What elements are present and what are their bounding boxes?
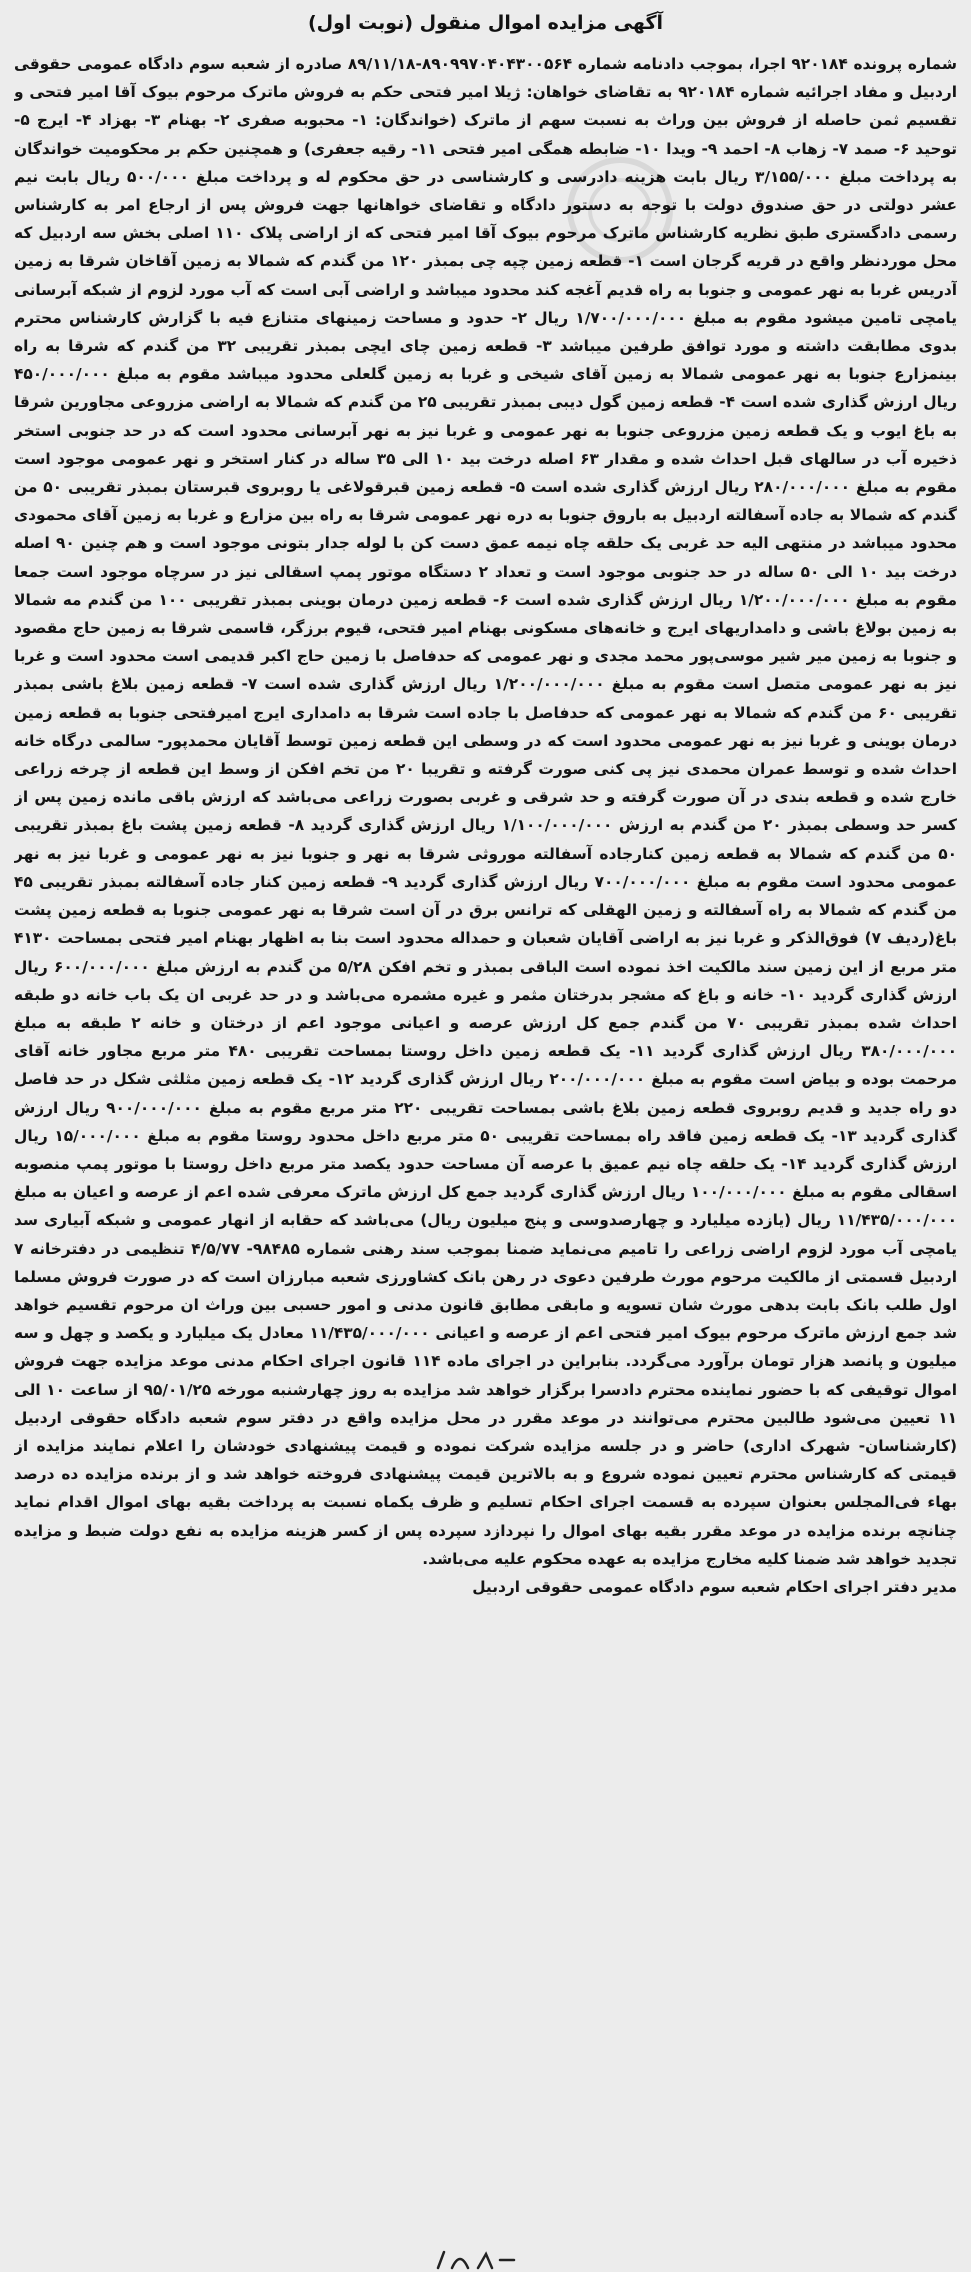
notice-signature: مدیر دفتر اجرای احکام شعبه سوم دادگاه عمومی حقوقی اردبیل xyxy=(472,1577,957,1596)
notice-body-container xyxy=(14,50,957,2250)
notice-body: شماره پرونده ۹۲۰۱۸۴ اجرا، بموجب دادنامه شماره ۸۹۰۹۹۷۰۴۰۴۳۰۰۵۶۴-۸۹/۱۱/۱۸ صادره از شعبه سوم دادگاه عمومی حقوقی اردبیل و مفاد اجرائیه شماره ۹۲۰۱۸۴ به تقاضای خواهان: ژیلا امیر فتحی حکم به فروش ماترک مرحوم بیوک آقا امیر فتحی و تقسیم ثمن حاصله از فروش بین وراث به نسبت سهم از ماترک (خواندگان: ۱- محبوبه صفری ۲- بهنام ۳- بهزاد ۴- ایرج ۵- توحید ۶- صمد ۷- زهاب ۸- احمد ۹- ویدا ۱۰- ضابطه همگی امیر فتحی ۱۱- رقیه جعفری) و همچنین حکم بر محکومیت خواندگان به پرداخت مبلغ ۳/۱۵۵/۰۰۰ ریال بابت هزینه دادرسی و کارشناسی در حق محکوم له و پرداخت مبلغ ۵۰۰/۰۰۰ ریال بابت نیم عشر دولتی در حق صندوق دولت با توجه به دستور دادگاه و تقاضای خواهانها جهت فروش پس از ارجاع امر به کارشناس رسمی دادگستری طبق نظریه کارشناس ماترک مرحوم بیوک آقا امیر فتحی که از اراضی پلاک ۱۱۰ اصلی بخش سه اردبیل که محل موردنظر واقع در قریه گرجان است ۱- قطعه زمین چپه چی بمبذر ۱۲۰ من گندم که شمالا به زمین آقاخان شرقا به زمین آدریس غربا به نهر عمومی و جنوبا به راه قدیم آغجه کند محدود میباشد و اراضی آبی است که آب مورد لزوم از شبکه آبرسانی یامچی تامین میشود مقوم به مبلغ ۱/۷۰۰/۰۰۰/۰۰۰ ریال ۲- حدود و مساحت زمینهای متنازع فیه با گزارش کارشناس محترم بدوی مطابقت داشته و مورد توافق طرفین میباشد ۳- قطعه زمین چای ایچی بمبذر تقریبی ۳۲ من گندم که شرقا به راه بینمزارع جنوبا به نهر عمومی شمالا به زمین آقای شیخی و غربا به زمین گلعلی محدود میباشد مقوم به مبلغ ۴۵۰/۰۰۰/۰۰۰ ریال ارزش گذاری شده است ۴- قطعه زمین گول دیبی بمبذر تقریبی ۲۵ من گندم که شمالا به اراضی مزروعی مجاورین شرقا به باغ ایوب و یک قطعه زمین مزروعی جنوبا به نهر عمومی و غربا نیز به نهر آبرسانی محدود است که در حد جنوبی استخر ذخیره آب در سالهای قبل احداث شده و مقدار ۶۳ اصله درخت بید ۱۰ الی ۳۵ ساله در کنار استخر و نهر عمومی موجود است مقوم به مبلغ ۲۸۰/۰۰۰/۰۰۰ ریال ارزش گذاری شده است ۵- قطعه زمین قبرقولاغی یا روبروی قبرستان بمبذر تقریبی ۵۰ من گندم که شمالا به جاده آسفالته اردبیل به باروق جنوبا به دره نهر عمومی شرقا به راه بین مزارع و غربا به زمین آقای محمودی محدود میباشد در منتهی الیه حد غربی یک حلقه چاه نیمه عمق دست کن با لوله جدار بتونی موجود است و هم چنین ۹۰ اصله درخت بید ۱۰ الی ۵۰ ساله در حد جنوبی موجود است و تعداد ۲ دستگاه موتور پمپ اسقالی نیز در سرچاه موجود است جمعا مقوم به مبلغ ۱/۲۰۰/۰۰۰/۰۰۰ ریال ارزش گذاری شده است ۶- قطعه زمین درمان بوینی بمبذر تقریبی ۱۰۰ من گندم مه شمالا به زمین بولاغ باشی و دامداریهای ایرج و خانه‌های مسکونی بهنام امیر فتحی، قیوم برزگر، قاسمی شرقا به زمین حاج مقصود و جنوبا به زمین میر شیر موسی‌پور محمد مجدی و نهر عمومی که حدفاصل با زمین حاج اکبر قدیمی است محدود است و غربا نیز به نهر عمومی متصل است مقوم به مبلغ ۱/۲۰۰/۰۰۰/۰۰۰ ریال ارزش گذاری شده است ۷- قطعه زمین بلاغ باشی بمبذر تقریبی ۶۰ من گندم که شمالا به نهر عمومی که حدفاصل با جاده است شرقا به دامداری ایرج امیرفتحی جنوبا به قطعه زمین درمان بوینی و غربا نیز به نهر عمومی محدود است که در وسطی این قطعه زمین توسط آقایان محمدپور- سالمی درگاه خانه احداث شده و توسط عمران محمدی نیز پی کنی صورت گرفته و تقریبا ۲۰ من تخم افکن از وسط این قطعه از چرخه زراعی خارج شده و قطعه بندی در آن صورت گرفته و حد شرقی و غربی بصورت زراعی می‌باشد که ارزش باقی مانده زمین پس از کسر حد وسطی بمبذر ۲۰ من گندم به ارزش ۱/۱۰۰/۰۰۰/۰۰۰ ریال ارزش گذاری گردید ۸- قطعه زمین پشت باغ بمبذر تقریبی ۵۰ من گندم که شمالا به قطعه زمین کنارجاده آسفالته موروثی شرقا به نهر و جنوبا نیز به نهر عمومی و غربا نیز به نهر عمومی محدود است مقوم به مبلغ ۷۰۰/۰۰۰/۰۰۰ ریال ارزش گذاری گردید ۹- قطعه زمین کنار جاده آسفالته بمبذر تقریبی ۴۵ من گندم که شمالا به راه آسفالته و زمین الهقلی که ترانس برق در آن است شرقا به نهر عمومی جنوبا به قطعه زمین پشت باغ(ردیف ۷) فوق‌الذکر و غربا نیز به اراضی آقایان شعبان و حمداله محدود است بنا به اظهار بهنام امیر فتحی بمساحت ۴۱۳۰ متر مربع از این زمین سند مالکیت اخذ نموده است الباقی بمبذر و تخم افکن ۵/۲۸ من گندم به ارزش مبلغ ۶۰۰/۰۰۰/۰۰۰ ریال ارزش گذاری گردید ۱۰- خانه و باغ که مشجر بدرختان مثمر و غیره مشمره می‌باشد و در حد غربی ان یک باب خانه دو طبقه احداث شده بمبذر تقریبی ۷۰ من گندم جمع کل ارزش عرصه و اعیانی موجود اعم از درختان و خانه ۲ طبقه به مبلغ ۳۸۰/۰۰۰/۰۰۰ ریال ارزش گذاری گردید ۱۱- یک قطعه زمین داخل روستا بمساحت تقریبی ۴۸۰ متر مربع مجاور خانه آقای مرحمت بوده و بیاض است مقوم به مبلغ ۲۰۰/۰۰۰/۰۰۰ ریال ارزش گذاری گردید ۱۲- یک قطعه زمین مثلثی شکل در حد فاصل دو راه جدید و قدیم روبروی قطعه زمین بلاغ باشی بمساحت تقریبی ۲۲۰ متر مربع مقوم به مبلغ ۹۰۰/۰۰۰/۰۰۰ ریال ارزش گذاری گردید ۱۳- یک قطعه زمین فاقد راه بمساحت تقریبی ۵۰ متر مربع داخل محدود روستا مقوم به مبلغ ۱۵/۰۰۰/۰۰۰ ریال ارزش گذاری گردید ۱۴- یک حلقه چاه نیم عمیق با عرصه آن مساحت حدود یکصد متر مربع داخل روستا با موتور پمپ منصوبه اسقالی مقوم به مبلغ ۱۰۰/۰۰۰/۰۰۰ ریال ارزش گذاری گردید جمع کل ارزش ماترک معرفی شده اعم از عرصه و اعیان به مبلغ ۱۱/۴۳۵/۰۰۰/۰۰۰ ریال (یازده میلیارد و چهارصدوسی و پنج میلیون ریال) می‌باشد که حقابه از انهار عمومی و شبکه آبیاری سد یامچی آب مورد لزوم اراضی زراعی را تامیم می‌نماید ضمنا بموجب سند رهنی شماره ۹۸۴۸۵- ۴/۵/۷۷ تنظیمی در دفترخانه ۷ اردبیل قسمتی از مالکیت مرحوم مورث طرفین دعوی در رهن بانک کشاورزی شعبه مبارزان است که در صورت فروش مسلما اول طلب بانک بابت بدهی مورث شان تسویه و مابقی مطابق قانون مدنی و امور حسبی بین وراث ان مرحوم تقسیم خواهد شد جمع ارزش ماترک مرحوم بیوک امیر فتحی اعم از عرصه و اعیانی ۱۱/۴۳۵/۰۰۰/۰۰۰ معادل یک میلیارد و یکصد و چهل و سه میلیون و پانصد هزار تومان برآورد می‌گردد. بنابراین در اجرای ماده ۱۱۴ قانون اجرای احکام مدنی موعد مزایده جهت فروش اموال توقیفی که با حضور نماینده محترم دادسرا برگزار خواهد شد مزایده به روز چهارشنبه مورخه ۹۵/۰۱/۲۵ از ساعت ۱۰ الی ۱۱ تعیین می‌شود طالبین محترم می‌توانند در موعد مقرر در محل مزایده واقع در دفتر سوم شعبه دادگاه حقوقی اردبیل (کارشناسان- شهرک اداری) حاضر و در جلسه مزایده شرکت نموده و قیمت پیشنهادی خودشان را اعلام نمایند مزایده از قیمتی که کارشناس محترم تعیین نموده شروع و به بالاترین قیمت پیشنهادی فروخته خواهد شد و از برنده مزایده ده درصد بهاء فی‌المجلس بعنوان سپرده به قسمت اجرای احکام تسلیم و ظرف یکماه نسبت به پرداخت بقیه بهای اموال اقدام نماید چنانچه برنده مزایده در موعد مقرر بقیه بهای اموال را نپردازد سپرده پس از کسر هزینه مزایده به نفع دولت ضبط و مزایده تجدید خواهد شد ضمنا کلیه مخارج مزایده به عهده محکوم علیه می‌باشد. xyxy=(14,55,957,1568)
notice-title: آگهی مزایده اموال منقول (نوبت اول) xyxy=(307,12,664,34)
footer-handwritten-mark-icon xyxy=(430,2248,520,2272)
